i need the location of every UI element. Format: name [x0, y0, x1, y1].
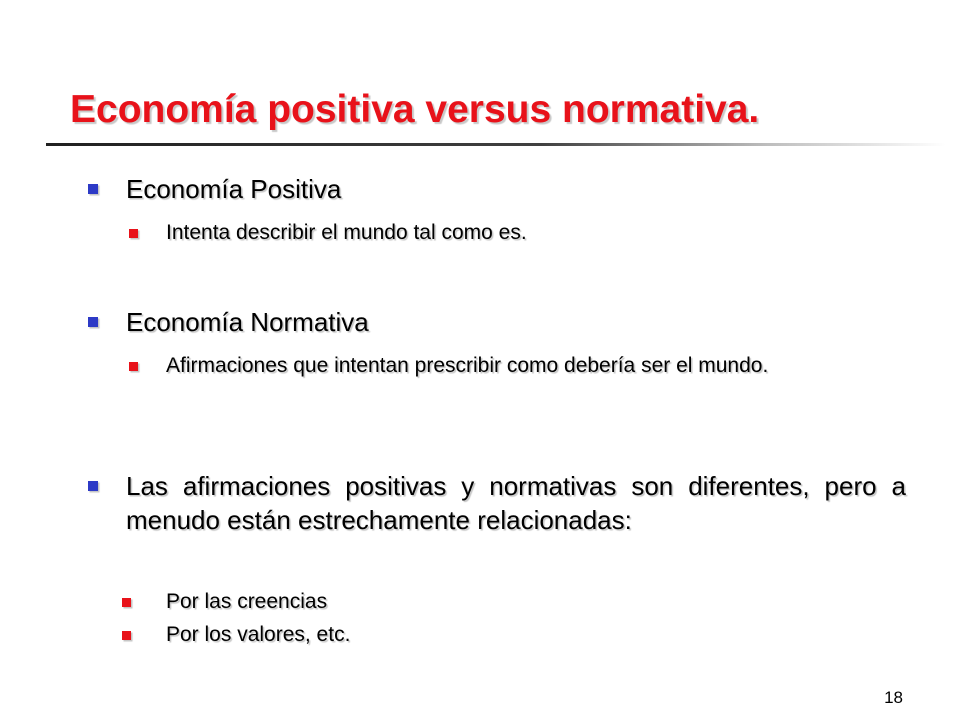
sub-bullet-icon [122, 631, 131, 640]
bullet-icon [88, 184, 98, 194]
page-number: 18 [884, 688, 903, 707]
bullet-icon [88, 317, 98, 327]
sub-bullet-icon [129, 362, 138, 371]
sub-bullet-normative-definition: Afirmaciones que intentan prescribir como debería ser el mundo. [166, 354, 769, 377]
sub-bullet-values: Por los valores, etc. [166, 623, 351, 646]
title-divider [46, 143, 946, 146]
bullet-icon [88, 481, 98, 491]
sub-bullet-icon [129, 229, 138, 238]
sub-bullet-positive-definition: Intenta describir el mundo tal como es. [166, 221, 527, 244]
bullet-positive-economy: Economía Positiva [126, 174, 342, 204]
slide-title: Economía positiva versus normativa. [70, 88, 760, 131]
bullet-relationship: Las afirmaciones positivas y normativas son diferentes, pero a menudo están estrechamente relacionadas: [126, 471, 906, 535]
sub-bullet-beliefs: Por las creencias [166, 590, 328, 613]
sub-bullet-icon [122, 598, 131, 607]
bullet-normative-economy: Economía Normativa [126, 307, 369, 337]
